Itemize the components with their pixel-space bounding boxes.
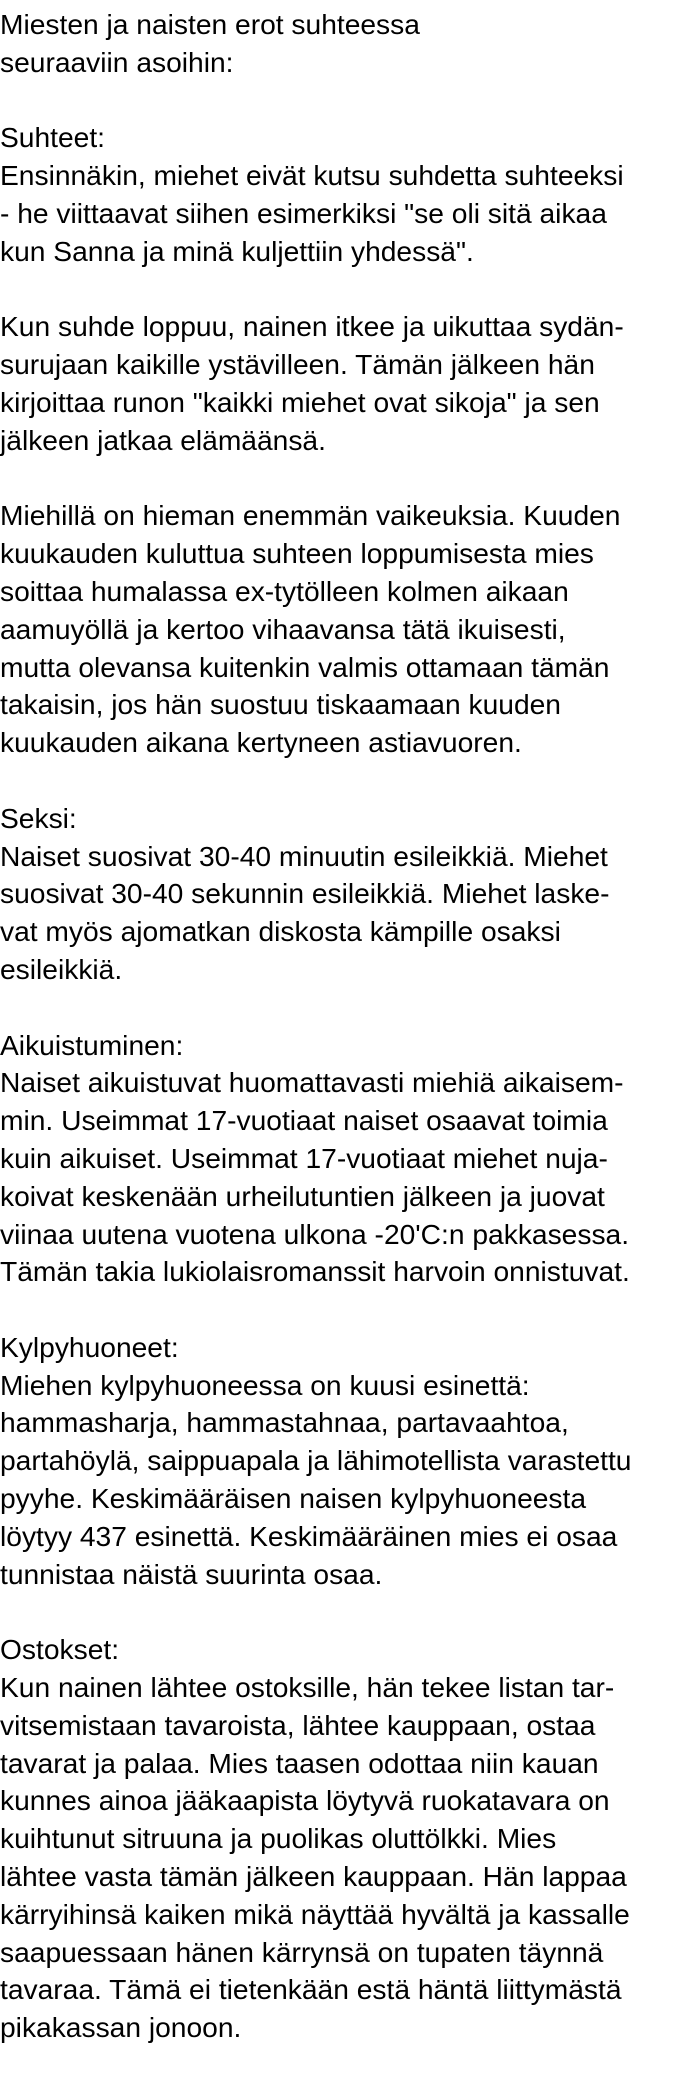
paragraph-line: viinaa uutena vuotena ulkona -20'C:n pakkasessa.: [0, 1217, 630, 1250]
title-line: seuraaviin asoihin:: [0, 45, 234, 78]
paragraph-line: jälkeen jatkaa elämäänsä.: [0, 423, 326, 456]
paragraph-line: vat myös ajomatkan diskosta kämpille osaksi: [0, 915, 561, 948]
paragraph-line: - he viittaavat siihen esimerkiksi "se oli sitä aikaa: [0, 196, 607, 229]
document: [0, 6, 700, 2085]
section-relationships: [0, 119, 700, 270]
section-maturity: [0, 1027, 700, 1292]
paragraph: [0, 497, 700, 762]
section-bathrooms: [0, 1329, 700, 1594]
section-heading: Suhteet:: [0, 121, 106, 154]
paragraph-line: Kun nainen lähtee ostoksille, hän tekee listan tar-: [0, 1671, 615, 1704]
paragraph-line: surujaan kaikille ystävilleen. Tämän jälkeen hän: [0, 348, 595, 381]
paragraph-line: vitsemistaan tavaroista, lähtee kauppaan, ostaa: [0, 1708, 596, 1741]
paragraph-line: pyyhe. Keskimääräisen naisen kylpyhuoneesta: [0, 1482, 587, 1515]
paragraph-line: Naiset suosivat 30-40 minuutin esileikkiä. Miehet: [0, 839, 608, 872]
paragraph-line: takaisin, jos hän suostuu tiskaamaan kuuden: [0, 688, 561, 721]
paragraph-line: soittaa humalassa ex-tytölleen kolmen aikaan: [0, 574, 569, 607]
paragraph-line: Miehen kylpyhuoneessa on kuusi esinettä:: [0, 1368, 530, 1401]
paragraph-line: lähtee vasta tämän jälkeen kauppaan. Hän lappaa: [0, 1860, 627, 1893]
paragraph-line: kunnes ainoa jääkaapista löytyvä ruokatavara on: [0, 1784, 610, 1817]
paragraph-line: saapuessaan hänen kärrynsä on tupaten täynnä: [0, 1935, 604, 1968]
paragraph-line: tavaraa. Tämä ei tietenkään estä häntä liittymästä: [0, 1973, 622, 2006]
paragraph-line: kun Sanna ja minä kuljettiin yhdessä".: [0, 234, 474, 267]
paragraph-line: Tämän takia lukiolaisromanssit harvoin onnistuvat.: [0, 1255, 630, 1288]
paragraph-line: kuukauden kuluttua suhteen loppumisesta mies: [0, 537, 594, 570]
title-line: Miesten ja naisten erot suhteessa: [0, 8, 420, 40]
paragraph-line: tavarat ja palaa. Mies taasen odottaa niin kauan: [0, 1746, 599, 1779]
paragraph: [0, 308, 700, 459]
section-sex: [0, 800, 700, 989]
paragraph-line: koivat keskenään urheilutuntien jälkeen ja juovat: [0, 1179, 605, 1212]
section-heading: Ostokset:: [0, 1633, 120, 1666]
paragraph-line: esileikkiä.: [0, 952, 123, 985]
paragraph-line: aamuyöllä ja kertoo vihaavansa tätä ikuisesti,: [0, 612, 566, 645]
section-heading: Aikuistuminen:: [0, 1028, 184, 1061]
paragraph-line: kuin aikuiset. Useimmat 17-vuotiaat miehet nuja-: [0, 1141, 608, 1174]
paragraph-line: partahöylä, saippuapala ja lähimotellista varastettu: [0, 1444, 632, 1477]
paragraph-line: kuukauden aikana kertyneen astiavuoren.: [0, 726, 522, 759]
paragraph-line: kärryihinsä kaiken mikä näyttää hyvältä ja kassalle: [0, 1897, 630, 1930]
paragraph-line: Kun suhde loppuu, nainen itkee ja uikuttaa sydän-: [0, 310, 624, 343]
section-heading: Kylpyhuoneet:: [0, 1330, 179, 1363]
paragraph-line: hammasharja, hammastahnaa, partavaahtoa,: [0, 1406, 569, 1439]
paragraph-line: pikakassan jonoon.: [0, 2011, 242, 2044]
paragraph-line: kuihtunut sitruuna ja puolikas oluttölkki. Mies: [0, 1822, 557, 1855]
paragraph-line: Miehillä on hieman enemmän vaikeuksia. Kuuden: [0, 499, 621, 532]
paragraph-line: tunnistaa näistä suurinta osaa.: [0, 1557, 383, 1590]
paragraph-line: kirjoittaa runon "kaikki miehet ovat sikoja" ja sen: [0, 385, 600, 418]
section-shopping: [0, 1631, 700, 2047]
paragraph-line: Naiset aikuistuvat huomattavasti miehiä aikaisem-: [0, 1066, 624, 1099]
paragraph-line: Ensinnäkin, miehet eivät kutsu suhdetta suhteeksi: [0, 159, 624, 192]
paragraph-line: min. Useimmat 17-vuotiaat naiset osaavat toimia: [0, 1104, 608, 1137]
paragraph-line: suosivat 30-40 sekunnin esileikkiä. Miehet laske-: [0, 877, 610, 910]
paragraph-line: mutta olevansa kuitenkin valmis ottamaan tämän: [0, 650, 610, 683]
section-heading: Seksi:: [0, 801, 77, 834]
paragraph-line: löytyy 437 esinettä. Keskimääräinen mies ei osaa: [0, 1519, 618, 1552]
document-title: [0, 6, 700, 82]
